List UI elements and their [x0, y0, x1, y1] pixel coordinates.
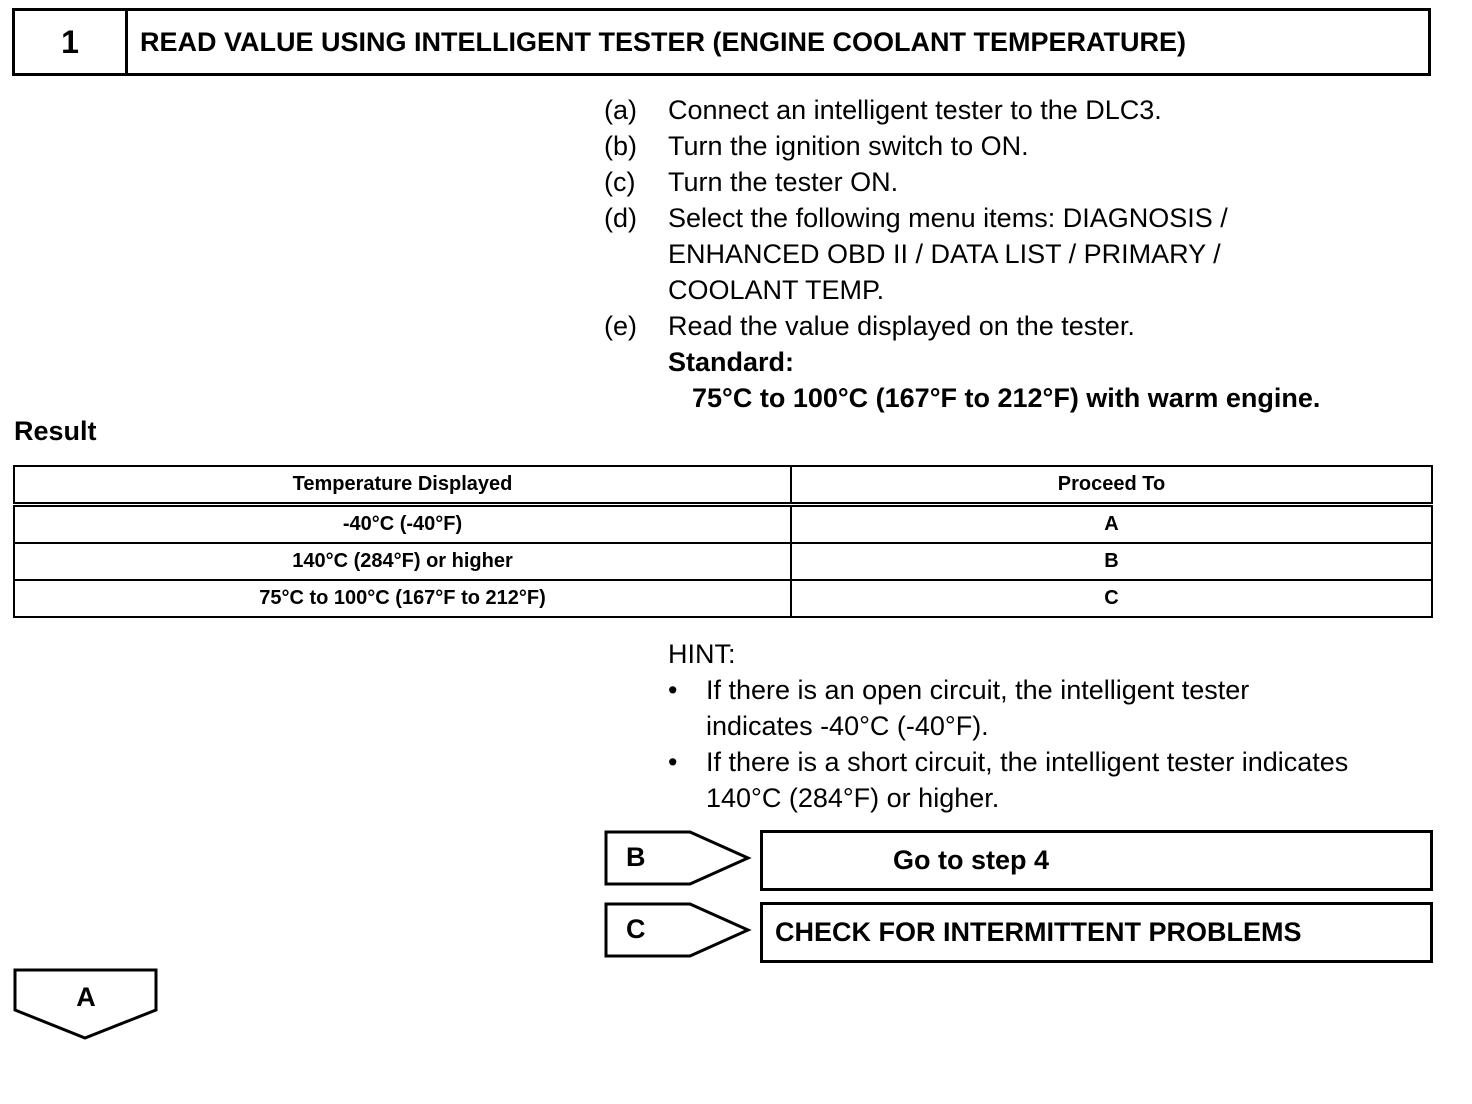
- procedure-item: [604, 92, 1444, 128]
- table-cell: A: [791, 505, 1432, 544]
- procedure-text-line: ENHANCED OBD II / DATA LIST / PRIMARY /: [668, 239, 1221, 269]
- table-row: [14, 580, 1432, 617]
- result-table: [13, 465, 1433, 618]
- procedure-label: (b): [604, 131, 637, 161]
- procedure-text: Read the value displayed on the tester.: [668, 311, 1135, 341]
- procedure-text: Turn the tester ON.: [668, 167, 899, 197]
- standard-label: Standard:: [668, 347, 795, 377]
- hint-item: [668, 744, 1448, 816]
- column-header-temperature: Temperature Displayed: [14, 466, 791, 505]
- hint-title: HINT:: [668, 639, 736, 669]
- procedure-list: [604, 92, 1444, 416]
- hint-item: [668, 672, 1448, 744]
- branch-c-arrow: [604, 902, 752, 960]
- table-cell: C: [791, 580, 1432, 617]
- procedure-text-line: Select the following menu items: DIAGNOSIS /: [668, 203, 1228, 233]
- bullet-icon: •: [668, 675, 678, 705]
- table-row: [14, 543, 1432, 580]
- branch-b-action: Go to step 4: [760, 830, 1433, 891]
- table-header-row: [14, 466, 1432, 505]
- hint-text-line: 140°C (284°F) or higher.: [706, 783, 1000, 813]
- hint-block: [668, 636, 1448, 816]
- table-row: [14, 505, 1432, 544]
- hint-text-line: If there is an open circuit, the intelligent tester: [706, 675, 1250, 705]
- procedure-item: [604, 128, 1444, 164]
- table-cell: -40°C (-40°F): [14, 505, 791, 544]
- standard-value: 75°C to 100°C (167°F to 212°F) with warm engine.: [692, 383, 1321, 413]
- result-title: Result: [14, 416, 97, 446]
- branch-c-action: CHECK FOR INTERMITTENT PROBLEMS: [760, 902, 1433, 963]
- procedure-text: [668, 200, 1444, 308]
- procedure-label: (e): [604, 311, 637, 341]
- step-number: 1: [15, 11, 128, 73]
- procedure-item: [604, 164, 1444, 200]
- column-header-proceed: Proceed To: [791, 466, 1432, 505]
- table-cell: 140°C (284°F) or higher: [14, 543, 791, 580]
- branch-b-arrow: [604, 830, 752, 888]
- branch-letter: C: [626, 914, 646, 944]
- procedure-item: [604, 200, 1444, 308]
- procedure-text: Turn the ignition switch to ON.: [668, 131, 1029, 161]
- step-header: [12, 8, 1431, 76]
- procedure-item: [604, 308, 1444, 344]
- branch-letter: B: [626, 842, 646, 872]
- next-step-letter: A: [76, 982, 96, 1012]
- bullet-icon: •: [668, 747, 678, 777]
- hint-text-line: indicates -40°C (-40°F).: [706, 711, 989, 741]
- procedure-text-line: COOLANT TEMP.: [668, 275, 885, 305]
- table-cell: B: [791, 543, 1432, 580]
- hint-text-line: If there is a short circuit, the intelligent tester indicates: [706, 747, 1349, 777]
- table-cell: 75°C to 100°C (167°F to 212°F): [14, 580, 791, 617]
- hint-text: [706, 672, 1249, 744]
- step-title: READ VALUE USING INTELLIGENT TESTER (ENGINE COOLANT TEMPERATURE): [140, 26, 1187, 57]
- hint-text: [706, 744, 1348, 816]
- procedure-label: (d): [604, 203, 637, 233]
- next-step-a-marker: [13, 968, 159, 1047]
- procedure-label: (a): [604, 95, 637, 125]
- procedure-label: (c): [604, 167, 636, 197]
- procedure-text: Connect an intelligent tester to the DLC3.: [668, 95, 1162, 125]
